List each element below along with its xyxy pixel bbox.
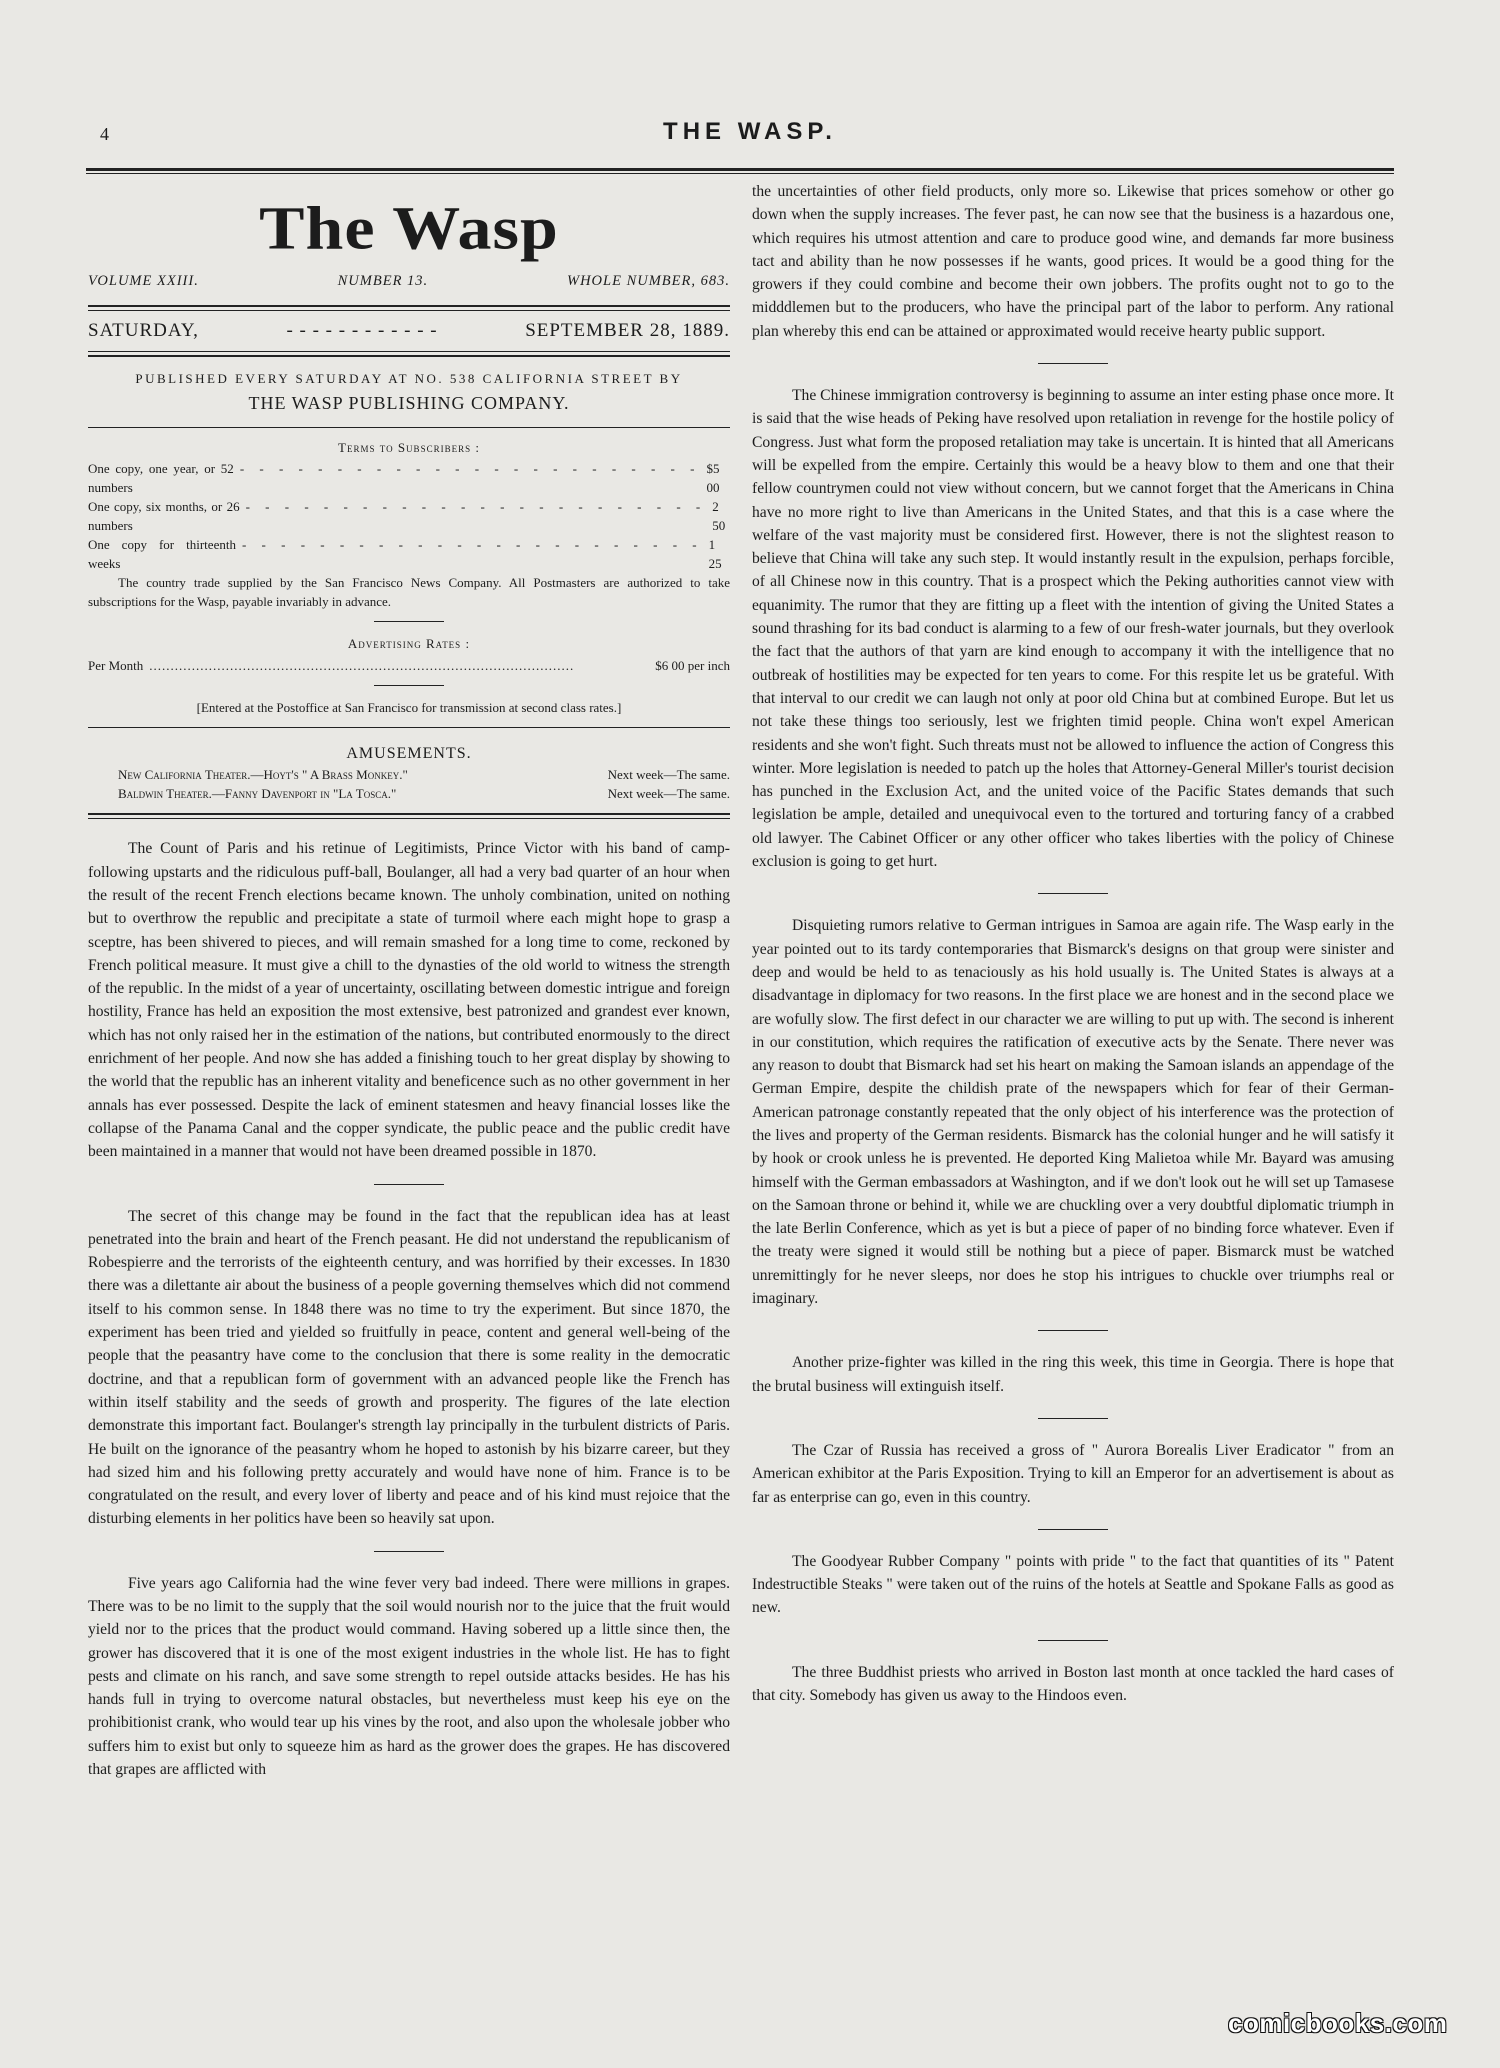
advertising-title: Advertising Rates : [347,636,471,652]
amusement-theater: New California Theater.—Hoyt's " A Brass Monkey." [118,767,408,783]
amusement-next: Next week—The same. [607,767,730,783]
term-label: One copy, one year, or 52 numbers [88,461,234,496]
issue-date: SEPTEMBER 28, 1889. [525,320,730,342]
rule [88,727,730,728]
advertising-row [88,656,730,675]
leader-dots: - - - - - - - - - - - - - - - - - - - - - - - - [241,537,703,553]
short-rule [374,685,444,686]
rule [88,305,730,311]
terms-title: Terms to Subscribers : [338,440,480,456]
whole-number: WHOLE NUMBER, 683. [567,273,730,289]
right-column [752,180,1394,1707]
separator [1038,1529,1108,1530]
volume: VOLUME XXIII. [88,273,199,289]
editorial-paragraph: the uncertainties of other field products, only more so. Likewise that prices somehow or other go down when the supply increases. The fever past, he can now see that the business is a hazardous one, which requires his utmost attention and care to produce good wine, and demands far more business tact and ability than he now possesses if he wants, good prices. It would be a good thing for the growers if they could combine and become their own jobbers. The profits ought not to go to the midddlemen but to the producers, who have the principal part of the labor to perform. Any rational plan whereby this end can be attained or approximated would receive hearty public support. [752,183,1394,340]
short-rule [374,621,444,622]
amusements-title: AMUSEMENTS. [346,745,472,763]
term-price: $5 00 [706,461,720,496]
separator [1038,1330,1108,1331]
separator [1038,363,1108,364]
advertising-price: $6 00 per inch [655,657,730,673]
term-row [88,497,730,535]
rule [88,351,730,357]
separator [1038,1418,1108,1419]
editorial-paragraph: The three Buddhist priests who arrived in Boston last month at once tackled the hard cases of that city. Somebody has given us away to the Hindoos even. [752,1663,1394,1705]
left-column [88,180,730,1781]
editorial-paragraph: The Count of Paris and his retinue of Legitimists, Prince Victor with his band of camp-following upstarts and the ridiculous puff-ball, Boulanger, all had a very bad quarter of an hour when the result of the recent French elections became known. The unholy combination, united on nothing but to overthrow the republic and precipitate a state of turmoil where each might hope to grasp a sceptre, has been shivered to pieces, and will remain smashed for a long time to come, reckoned by French political measure. It must give a chill to the dynasties of the old world to witness the strength of the republic. In the midst of a year of uncertainty, oscillating between domestic intrigue and foreign hostility, France has held an exposition the most extensive, best patronized and grandest ever known, which has not only raised her in the estimation of the nations, but contributed enormously to the direct enrichment of her people. And now she has added a finishing touch to her great display by showing to the world that the republic has an inherent vitality and beneficence such as no other government in her annals has ever possessed. Despite the lack of eminent statesmen and heavy financial losses like the collapse of the Panama Canal and the copper syndicate, the public peace and the public credit have been maintained in a manner that would not have been dreamed possible in 1870. [88,840,730,1161]
editorial-paragraph: Another prize-fighter was killed in the ring this week, this time in Georgia. There is hope that the brutal business will extinguish itself. [752,1354,1394,1395]
editorial-paragraph: Disquieting rumors relative to German intrigues in Samoa are again rife. The Wasp early in the year pointed out to its tardy contemporaries that Bismarck's designs on that group were sinister and deep and would be held to as tenaciously as his hold usually is. The United States is always at a disadvantage in diplomacy for two reasons. In the first place we are honest and in the second place we are wofully slow. The first defect in our character we are willing to put up with. The second is inherent in our constitution, which requires the ratification of executive acts by the Senate. There never was any reason to doubt that Bismarck had set his heart on making the Samoan islands an appendage of the German Empire, despite the childish prate of the newspapers which for fear of their German-American patronage constantly repeated that the only object of his interference was the protection of the lives and property of the German residents. Bismarck has the colonial hunger and he will satisfy it by hook or crook unless he is prevented. He deported King Malietoa while Mr. Bayard was amusing himself with the German embassadors at Washington, and if we don't look out he will set up Tamasese on the Samoan throne or behind it, while we are chuckling over a very doubtful diplomatic triumph in the late Berlin Conference, which as yet is but a piece of paper of no binding force whatever. Even if the treaty were signed it would still be nothing but a piece of paper. Bismarck must be watched unremittingly for he never sleeps, nor does he stop his intrigues to chuckle over triumphs real or imaginary. [752,917,1394,1308]
separator [1038,1640,1108,1641]
term-price: 1 25 [708,537,722,572]
amusement-theater: Baldwin Theater.—Fanny Davenport in "La Tosca." [118,786,397,802]
published-line: PUBLISHED EVERY SATURDAY AT NO. 538 CALIFORNIA STREET BY [135,370,683,386]
watermark: comicbooks.com [1228,2008,1448,2038]
separator [374,1184,444,1185]
term-label: One copy, six months, or 26 numbers [88,499,240,534]
term-label: One copy for thirteenth weeks [88,537,236,572]
separator [374,1551,444,1552]
rule [88,813,730,819]
term-row [88,535,730,573]
term-price: 2 50 [712,499,726,534]
running-head: THE WASP. [663,118,837,145]
amusement-row [88,765,730,784]
entered-notice: [Entered at the Postoffice at San Francisco for transmission at second class rates.] [196,699,622,715]
volume-row [88,270,730,293]
issue-day: SATURDAY, [88,320,199,342]
advertising-label: Per Month [88,657,144,673]
amusement-row [88,784,730,803]
editorial-paragraph: The Chinese immigration controversy is beginning to assume an inter esting phase once more. It is said that the wise heads of Peking have resolved upon retaliation in revenge for the hostile policy of Congress. Just what form the proposed retaliation may take is uncertain. It is hinted that all Americans will be expelled from the empire. Certainly this would be a heavy blow to them and one that their fellow countrymen could not view without concern, but we cannot forget that the Americans in China have no more right to live than Americans in the United States, and that this is a case where the welfare of the vast majority must be considered first. However, there is not the slightest reason to believe that China will take any such step. It would instantly result in the expulsion, perhaps forcible, of all Chinese now in this country. That is a prospect which the Peking authorities cannot view with equanimity. The rumor that they are fitting up a fleet with the intention of giving the United States a sound thrashing for its bad conduct is alarming to a few of our fresh-water journals, but they overlook the fact that the authors of that yarn are kind enough to accompany it with the intelligence that no outbreak of hostilities may be expected for ten years to come. For this respite let us be grateful. With that interval to our credit we can laugh not only at poor old China but at combined Europe. But let us not take these things too seriously, lest we frighten timid people. China won't expel American residents and she won't fight. Such threats must not be allowed to influence the action of Congress this winter. More legislation is needed to patch up the holes that Attorney-General Miller's tourist decision has punched in the Exclusion Act, and the united voice of the Pacific States demands that such legislation be ample, detailed and unequivocal even to the tortured and torturing fancy of a crabbed old lawyer. The Cabinet Officer or any other officer who takes liberties with the policy of Chinese exclusion is going to get hurt. [752,387,1394,871]
top-rule [86,168,1394,171]
editorial-paragraph: The Czar of Russia has received a gross of " Aurora Borealis Liver Eradicator " from an American exhibitor at the Paris Exposition. Trying to kill an Emperor for an advertisement is about as far as enterprise can go, even in this country. [752,1441,1394,1506]
editorial-paragraph: The secret of this change may be found in the fact that the republican idea has at least penetrated into the brain and heart of the French peasant. He did not understand the republicanism of Robespierre and the terrorists of the eighteenth century, and was horrified by their excesses. In 1830 there was a dilettante air about the business of a people governing themselves which did not commend itself to his common sense. In 1848 there was no time to try the experiment. But since 1870, the experiment has been tried and yielded so fruitfully in peace, content and general well-being of the people that the peasantry have come to the conclusion that there is some reality in the democratic doctrine, and that a republican form of government with an advanced people like the French has within itself stability and the seeds of growth and prosperity. The figures of the late election demonstrate this important fact. Boulanger's strength lay principally in the turbulent districts of Paris. He built on the ignorance of the peasantry whom he hoped to astonish by his bizarre career, but they had sized him and his following pretty accurately and would have none of him. France is to be congratulated on the result, and every lover of liberty and peace and of his kind must rejoice that the disturbing elements in her politics have been so heavily sat upon. [88,1207,730,1528]
separator [1038,893,1108,894]
issue-number: NUMBER 13. [337,273,429,289]
date-dashes: - - - - - - - - - - - - [286,320,438,342]
term-row [88,459,730,497]
amusement-next: Next week—The same. [607,786,730,802]
leader-dots: - - - - - - - - - - - - - - - - - - - - - - - - [245,499,707,515]
masthead-title: The Wasp [259,193,559,263]
date-row [88,319,730,342]
terms-note: The country trade supplied by the San Francisco News Company. All Postmasters are authorized to take subscriptions for the Wasp, payable invariably in advance. [88,575,730,610]
editorial-paragraph: The Goodyear Rubber Company " points with pride " to the fact that quantities of its " Patent Indestructible Steaks " were taken out of the ruins of the hotels at Seattle and Spokane Falls as good as new. [752,1552,1394,1617]
publisher: THE WASP PUBLISHING COMPANY. [248,392,570,413]
leader-dots: - - - - - - - - - - - - - - - - - - - - - - - - [239,461,701,477]
leader-dots: .................................................................................................... [149,657,575,673]
top-rule-thin [86,173,1394,174]
editorial-paragraph: Five years ago California had the wine fever very bad indeed. There were millions in grapes. There was to be no limit to the supply that the soil would nourish nor to the juice that the fruit would yield nor to the prices that the product would command. Having sobered up a little since then, the grower has discovered that it is one of the most exigent industries in the whole list. He has to fight pests and climate on his ranch, and save some strength to repel outside attacks besides. He has his hands full in trying to overcome natural obstacles, but nevertheless must keep his eye on the prohibitionist crank, who would tear up his vines by the root, and also upon the wholesale jobber who suffers him to exist but only to squeeze him as hard as the grower does the grapes. He has discovered that grapes are afflicted with [88,1574,730,1779]
rule [88,427,730,428]
page-number: 4 [100,124,109,144]
